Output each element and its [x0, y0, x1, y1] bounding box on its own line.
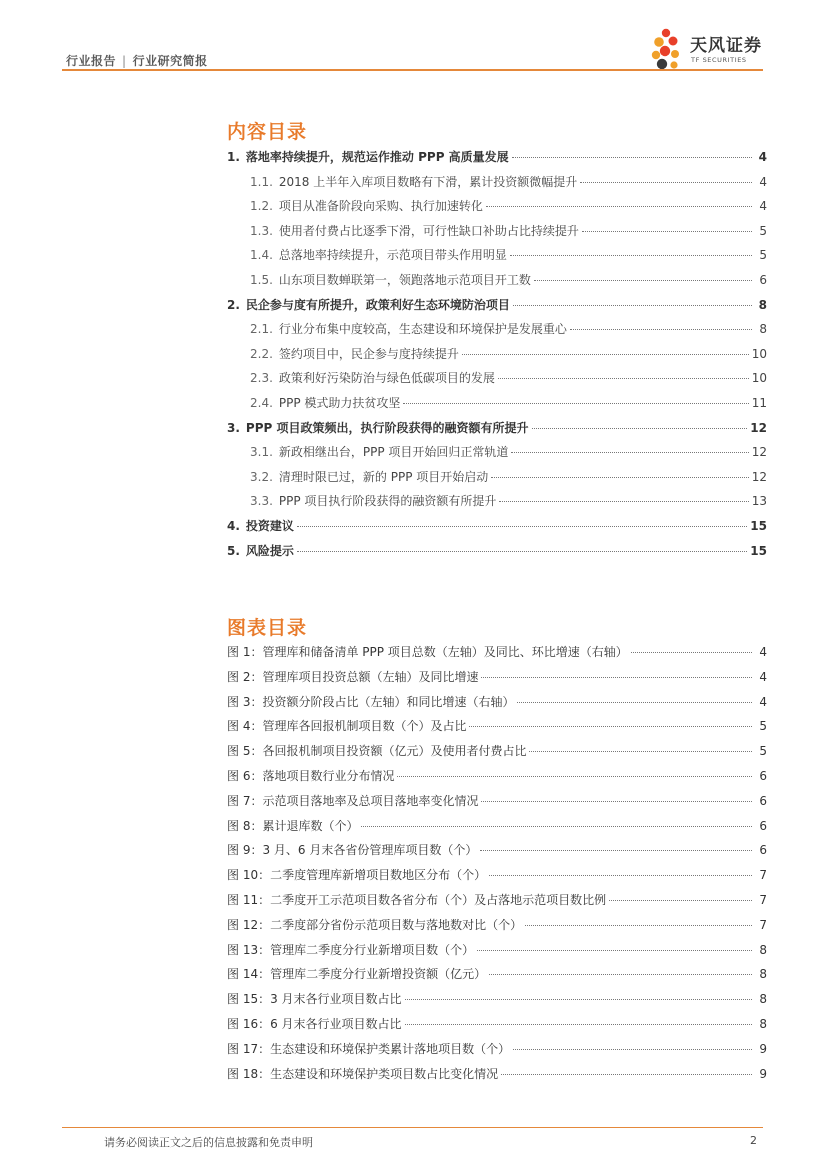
figure-entry[interactable] [227, 866, 767, 891]
toc-entry-page: 12 [750, 420, 767, 435]
figure-entry-page: 5 [759, 744, 767, 759]
toc-entry-page: 15 [750, 543, 767, 558]
figure-entry[interactable] [227, 643, 767, 668]
toc-entry-number: 2. [227, 297, 240, 312]
figure-entry[interactable] [227, 891, 767, 916]
figure-entry-title: 图 18：生态建设和环境保护类项目数占比变化情况 [227, 1066, 499, 1081]
footer-disclaimer: 请务必阅读正文之后的信息披露和免责申明 [104, 1136, 313, 1149]
toc-leader-dots [532, 428, 748, 429]
toc-entry-number: 1.3. [250, 223, 273, 238]
figure-entry-title: 图 12：二季度部分省份示范项目数与落地数对比（个） [227, 917, 523, 932]
toc-entry-page: 4 [759, 199, 767, 214]
figure-entry-title: 图 9：3 月、6 月末各省份管理库项目数（个） [227, 843, 478, 858]
toc-entry-title: PPP 模式助力扶贫攻坚 [278, 395, 401, 410]
toc-entry[interactable] [227, 419, 767, 444]
figure-list-title: 图表目录 [227, 617, 308, 639]
toc-entry[interactable] [227, 492, 767, 517]
toc-leader-dots [403, 403, 748, 404]
figure-entry[interactable] [227, 841, 767, 866]
toc-entry-number: 3.1. [250, 445, 273, 460]
figure-entry-page: 6 [759, 768, 767, 783]
figure-leader-dots [481, 801, 752, 802]
toc-entry-title: 总落地率持续提升，示范项目带头作用明显 [278, 248, 507, 263]
figure-entry-page: 7 [759, 917, 767, 932]
figure-entry[interactable] [227, 1065, 767, 1090]
figure-entry-page: 6 [759, 793, 767, 808]
toc-entry-title: 民企参与度有所提升，政策利好生态环境防治项目 [245, 297, 510, 312]
toc-entry-title: 项目从准备阶段向采购、执行加速转化 [278, 199, 483, 214]
toc-leader-dots [297, 526, 747, 527]
logo-name: 天风证券 [690, 36, 762, 56]
toc-leader-dots [513, 305, 752, 306]
toc-title: 内容目录 [227, 121, 308, 143]
toc-leader-dots [582, 231, 752, 232]
toc-entry-number: 3.3. [250, 494, 273, 509]
figure-entry-page: 4 [759, 645, 767, 659]
toc-entry-page: 5 [759, 248, 767, 263]
toc-entry-page: 13 [751, 494, 767, 509]
toc-entry[interactable] [227, 542, 767, 567]
toc-entry[interactable] [227, 443, 767, 468]
toc-entry-title: 2018 上半年入库项目数略有下滑，累计投资额微幅提升 [278, 174, 578, 189]
figure-entry[interactable] [227, 767, 767, 792]
toc-entry-title: PPP 项目执行阶段获得的融资额有所提升 [278, 494, 497, 509]
toc-entry-title: 投资建议 [245, 518, 294, 533]
toc-leader-dots [570, 329, 752, 330]
report-category [66, 52, 208, 69]
figure-leader-dots [489, 974, 752, 975]
figure-entry-page: 6 [759, 843, 767, 858]
figure-entry-title: 图 13：管理库二季度分行业新增项目数（个） [227, 942, 475, 957]
toc-entry-title: 签约项目中，民企参与度持续提升 [278, 346, 459, 361]
toc-entry-page: 6 [759, 272, 767, 287]
figure-entry[interactable] [227, 693, 767, 718]
toc-leader-dots [510, 255, 752, 256]
toc-entry[interactable] [227, 173, 767, 198]
figure-entry[interactable] [227, 742, 767, 767]
toc-entry-title: 新政相继出台，PPP 项目开始回归正常轨道 [278, 445, 509, 460]
figure-leader-dots [529, 751, 752, 752]
toc-entry[interactable] [227, 271, 767, 296]
toc-entry[interactable] [227, 222, 767, 247]
figure-entry-page: 8 [759, 942, 767, 957]
toc-entry-page: 12 [751, 469, 767, 484]
toc-entry-page: 11 [751, 395, 767, 410]
toc-leader-dots [512, 157, 752, 158]
figure-entry[interactable] [227, 941, 767, 966]
figure-entry-page: 6 [759, 818, 767, 833]
figure-entry-title: 图 16：6 月末各行业项目数占比 [227, 1016, 402, 1031]
toc-entry-page: 12 [751, 445, 767, 460]
figure-leader-dots [609, 900, 752, 901]
figure-leader-dots [513, 1049, 752, 1050]
figure-leader-dots [397, 776, 752, 777]
figure-entry-title: 图 14：管理库二季度分行业新增投资额（亿元） [227, 967, 487, 982]
toc-leader-dots [491, 477, 748, 478]
toc-entry-title: PPP 项目政策频出，执行阶段获得的融资额有所提升 [245, 420, 529, 435]
toc-entry-number: 2.3. [250, 371, 273, 386]
toc-entry[interactable] [227, 468, 767, 493]
toc-entry-number: 1.1. [250, 174, 273, 189]
figure-leader-dots [405, 1024, 752, 1025]
figure-entry-title: 图 17：生态建设和环境保护类累计落地项目数（个） [227, 1041, 511, 1056]
toc-leader-dots [297, 551, 747, 552]
toc-entry[interactable] [227, 345, 767, 370]
figure-entry-title: 图 8：累计退库数（个） [227, 818, 359, 833]
toc-leader-dots [498, 378, 749, 379]
toc-entry-page: 5 [759, 223, 767, 238]
figure-entry-page: 4 [759, 694, 767, 709]
header-divider [62, 69, 763, 71]
figure-entry[interactable] [227, 1015, 767, 1040]
toc-entry-number: 1.5. [250, 272, 273, 287]
figure-entry-title: 图 2：管理库项目投资总额（左轴）及同比增速 [227, 669, 479, 684]
figure-entry[interactable] [227, 916, 767, 941]
figure-entry-title: 图 15：3 月末各行业项目数占比 [227, 992, 402, 1007]
toc-entry[interactable] [227, 320, 767, 345]
toc-entry-number: 1.4. [250, 248, 273, 263]
figure-entry-page: 9 [759, 1041, 767, 1056]
toc-entry-number: 3.2. [250, 469, 273, 484]
toc-entry-number: 2.2. [250, 346, 273, 361]
toc-entry-title: 落地率持续提升，规范运作推动 PPP 高质量发展 [245, 150, 509, 164]
figure-leader-dots [469, 726, 752, 727]
page-number: 2 [750, 1134, 757, 1147]
figure-leader-dots [480, 850, 752, 851]
toc-entry-number: 2.1. [250, 322, 273, 337]
toc-entry-number: 1. [227, 150, 240, 164]
figure-entry-page: 4 [759, 669, 767, 684]
toc-entry[interactable] [227, 394, 767, 419]
figure-leader-dots [501, 1074, 752, 1075]
toc-entry-page: 10 [751, 346, 767, 361]
figure-entry-page: 8 [759, 1016, 767, 1031]
figure-entry[interactable] [227, 965, 767, 990]
figure-entry[interactable] [227, 668, 767, 693]
toc-entry-number: 3. [227, 420, 240, 435]
figure-entry-page: 9 [759, 1066, 767, 1081]
figure-entry-title: 图 5：各回报机制项目投资额（亿元）及使用者付费占比 [227, 744, 527, 759]
figure-leader-dots [517, 702, 752, 703]
figure-entry-title: 图 10：二季度管理库新增项目数地区分布（个） [227, 868, 487, 883]
figure-entry-page: 8 [759, 992, 767, 1007]
toc-entry[interactable] [227, 517, 767, 542]
toc-leader-dots [534, 280, 752, 281]
figure-entry[interactable] [227, 717, 767, 742]
figure-entry-title: 图 3：投资额分阶段占比（左轴）和同比增速（右轴） [227, 694, 515, 709]
figure-entry-title: 图 6：落地项目数行业分布情况 [227, 768, 395, 783]
figure-leader-dots [405, 999, 752, 1000]
figure-entry-page: 7 [759, 892, 767, 907]
figure-entry[interactable] [227, 817, 767, 842]
toc-leader-dots [499, 501, 748, 502]
toc-entry[interactable] [227, 197, 767, 222]
toc-entry-number: 2.4. [250, 395, 273, 410]
toc-entry-page: 10 [751, 371, 767, 386]
toc-entry[interactable] [227, 369, 767, 394]
toc-leader-dots [580, 182, 752, 183]
toc-entry-number: 4. [227, 518, 240, 533]
figure-entry-page: 7 [759, 868, 767, 883]
toc-entry-title: 风险提示 [245, 543, 294, 558]
figure-leader-dots [525, 925, 752, 926]
figure-leader-dots [361, 826, 752, 827]
toc-entry[interactable] [227, 246, 767, 271]
toc-leader-dots [462, 354, 749, 355]
figure-entry-title: 图 11：二季度开工示范项目数各省分布（个）及占落地示范项目数比例 [227, 892, 607, 907]
figure-leader-dots [481, 677, 752, 678]
toc-entry-page: 4 [759, 174, 767, 189]
toc-entry-page: 4 [758, 150, 767, 164]
toc-entry-page: 8 [758, 297, 767, 312]
toc-leader-dots [486, 206, 752, 207]
logo-name-en: TF SECURITIES [691, 56, 747, 64]
figure-entry-title: 图 1：管理库和储备清单 PPP 项目总数（左轴）及同比、环比增速（右轴） [227, 645, 628, 659]
figure-entry[interactable] [227, 792, 767, 817]
figure-entry-title: 图 7：示范项目落地率及总项目落地率变化情况 [227, 793, 479, 808]
figure-leader-dots [631, 652, 752, 653]
header-separator: | [122, 54, 127, 68]
toc-entry-number: 5. [227, 543, 240, 558]
toc-entry-title: 清理时限已过，新的 PPP 项目开始启动 [278, 469, 489, 484]
toc-entry-page: 15 [750, 518, 767, 533]
toc-entry[interactable] [227, 148, 767, 173]
figure-entry[interactable] [227, 990, 767, 1015]
figure-leader-dots [477, 950, 752, 951]
toc-entry-title: 使用者付费占比逐季下滑，可行性缺口补助占比持续提升 [278, 223, 579, 238]
figure-entry-page: 5 [759, 719, 767, 734]
figure-entry-title: 图 4：管理库各回报机制项目数（个）及占比 [227, 719, 467, 734]
toc-entry[interactable] [227, 296, 767, 321]
toc-entry-number: 1.2. [250, 199, 273, 214]
figure-entry-page: 8 [759, 967, 767, 982]
figure-list [227, 643, 767, 1089]
toc-entry-title: 行业分布集中度较高，生态建设和环境保护是发展重心 [278, 322, 567, 337]
figure-leader-dots [489, 875, 752, 876]
toc-entry-title: 山东项目数蝉联第一，领跑落地示范项目开工数 [278, 272, 531, 287]
footer-divider [62, 1127, 763, 1128]
toc-entry-page: 8 [759, 322, 767, 337]
report-type: 行业报告 [66, 54, 117, 68]
toc-leader-dots [511, 452, 748, 453]
table-of-contents [227, 148, 767, 566]
toc-entry-title: 政策利好污染防治与绿色低碳项目的发展 [278, 371, 495, 386]
report-subtype: 行业研究简报 [132, 54, 208, 68]
figure-entry[interactable] [227, 1040, 767, 1065]
